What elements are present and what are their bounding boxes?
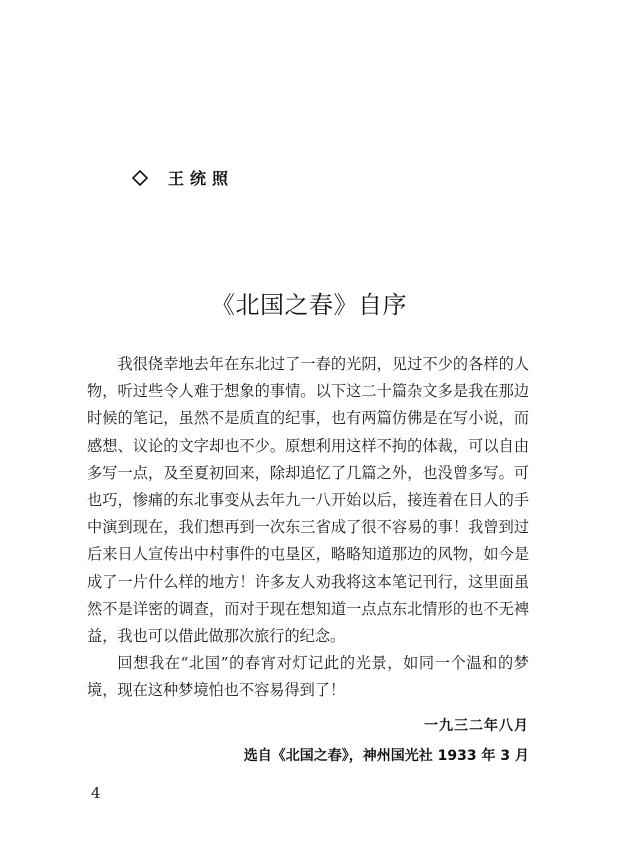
author-line: [132, 166, 234, 189]
article-date: 一九三二年八月: [424, 718, 529, 734]
source-citation: 选自《北国之春》，神州国光社 1933 年 3 月: [243, 748, 529, 764]
body-paragraph-1: 我很侥幸地去年在东北过了一春的光阴，见过不少的各样的人物，听过些令人难于想象的事情。以下这二十篇杂文多是我在那边时候的笔记，虽然不是质直的纪事，也有两篇仿佛是在写小说，而感想、议论的文字却也不少。原想利用这样不拘的体裁，可以自由多写一点，及至夏初回来，除却追忆了几篇之外，也没曾多写。可也巧，惨痛的东北事变从去年九一八开始以后，接连着在日人的手中演到现在，我们想再到一次东三省成了很不容易的事！我曾到过后来日人宣传出中村事件的屯垦区，略略知道那边的风物，如今是成了一片什么样的地方！许多友人劝我将这本笔记刊行，这里面虽然不是详密的调查，而对于现在想知道一点点东北情形的也不无裨益，我也可以借此做那次旅行的纪念。: [87, 355, 529, 646]
article-title: 《北国之春》自序: [211, 291, 407, 319]
article-body: [87, 351, 529, 705]
diamond-outline-icon: [132, 170, 148, 186]
author-name: 王统照: [168, 169, 235, 188]
body-paragraph-2: 回想我在“北国”的春宵对灯记此的光景，如同一个温和的梦境，现在这种梦境怕也不容易得到了！: [87, 654, 529, 700]
page-number: 4: [91, 784, 101, 802]
